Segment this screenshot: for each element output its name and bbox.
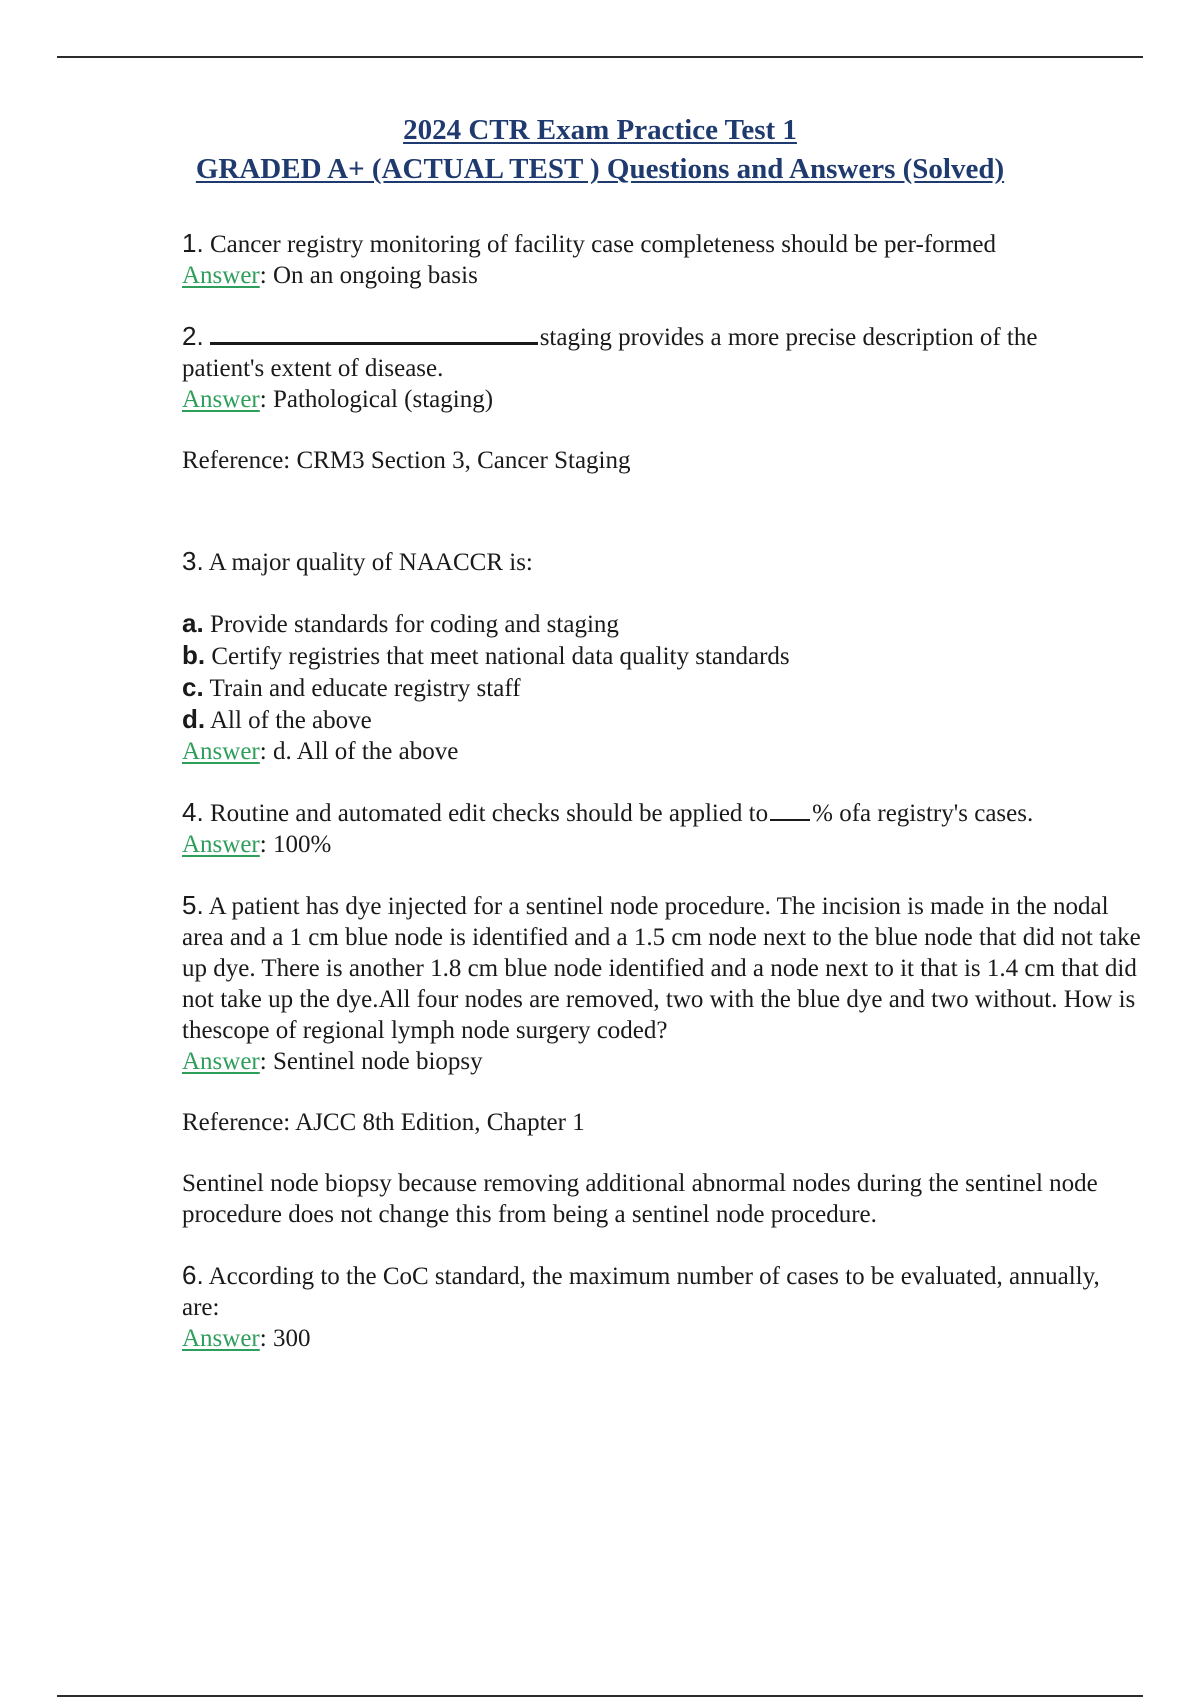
question-number: 6.	[182, 1260, 204, 1290]
reference-text: Reference: AJCC 8th Edition, Chapter 1	[182, 1109, 585, 1136]
question-text: Routine and automated edit checks should be applied to	[209, 800, 769, 827]
question-text: A major quality of NAACCR is:	[208, 549, 533, 576]
option-letter: a.	[182, 608, 204, 638]
option-text: Provide standards for coding and staging	[209, 611, 619, 638]
answer-label: Answer	[182, 831, 260, 858]
option-c	[182, 672, 1142, 704]
top-rule	[57, 56, 1143, 58]
question-6	[182, 1260, 1142, 1354]
option-a	[182, 608, 1142, 640]
question-4	[182, 797, 1142, 860]
answer-text: : 100%	[259, 831, 332, 858]
answer-label: Answer	[182, 1048, 260, 1075]
question-1	[182, 228, 1142, 291]
question-list	[182, 228, 1142, 1354]
answer-text: : Sentinel node biopsy	[259, 1048, 483, 1075]
reference-text: Reference: CRM3 Section 3, Cancer Staging	[182, 447, 631, 474]
option-text: Train and educate registry staff	[209, 675, 521, 702]
answer-label: Answer	[182, 738, 260, 765]
document-title: 2024 CTR Exam Practice Test 1	[403, 114, 797, 146]
option-text: All of the above	[209, 707, 372, 734]
question-5	[182, 890, 1142, 1230]
document-subtitle: GRADED A+ (ACTUAL TEST ) Questions and Answers (Solved)	[195, 153, 1005, 185]
question-text: Cancer registry monitoring of facility case completeness should be per-formed	[209, 231, 996, 258]
answer-text: : d. All of the above	[259, 738, 459, 765]
fill-in-blank	[770, 801, 810, 821]
question-number: 4.	[182, 797, 204, 827]
question-number: 5.	[182, 890, 204, 920]
question-text: According to the CoC standard, the maximum number of cases to be evaluated, annually, are:	[182, 1263, 1100, 1321]
question-3	[182, 546, 1142, 767]
option-letter: b.	[182, 640, 206, 670]
question-number: 2.	[182, 321, 204, 351]
question-text: staging provides a more precise description of the	[539, 324, 1038, 351]
answer-text: : 300	[259, 1325, 311, 1352]
question-text-continued: patient's extent of disease.	[182, 355, 444, 382]
answer-text: : Pathological (staging)	[259, 386, 494, 413]
question-2	[182, 321, 1142, 476]
bottom-rule	[57, 1695, 1143, 1697]
answer-label: Answer	[182, 386, 260, 413]
explanation-text: Sentinel node biopsy because removing additional abnormal nodes during the sentinel node procedure does not change this from being a sentinel node procedure.	[182, 1170, 1098, 1228]
option-d	[182, 704, 1142, 736]
option-letter: c.	[182, 672, 204, 702]
answer-text: : On an ongoing basis	[259, 262, 478, 289]
fill-in-blank	[210, 322, 538, 345]
option-letter: d.	[182, 704, 206, 734]
question-text: A patient has dye injected for a sentinel node procedure. The incision is made in the nodal area and a 1 cm blue node is identified and a 1.5 cm node next to the blue node that did not take up dye. There is another 1.8 cm blue node identified and a node next to it that is 1.4 cm that did not take up the dye.All four nodes are removed, two with the blue dye and two without. How is thescope of regional lymph node surgery coded?	[182, 893, 1141, 1044]
answer-label: Answer	[182, 262, 260, 289]
option-text: Certify registries that meet national data quality standards	[211, 643, 790, 670]
question-number: 1.	[182, 228, 204, 258]
option-b	[182, 640, 1142, 672]
question-number: 3.	[182, 546, 204, 576]
question-text-end: % ofa registry's cases.	[812, 800, 1034, 827]
answer-label: Answer	[182, 1325, 260, 1352]
